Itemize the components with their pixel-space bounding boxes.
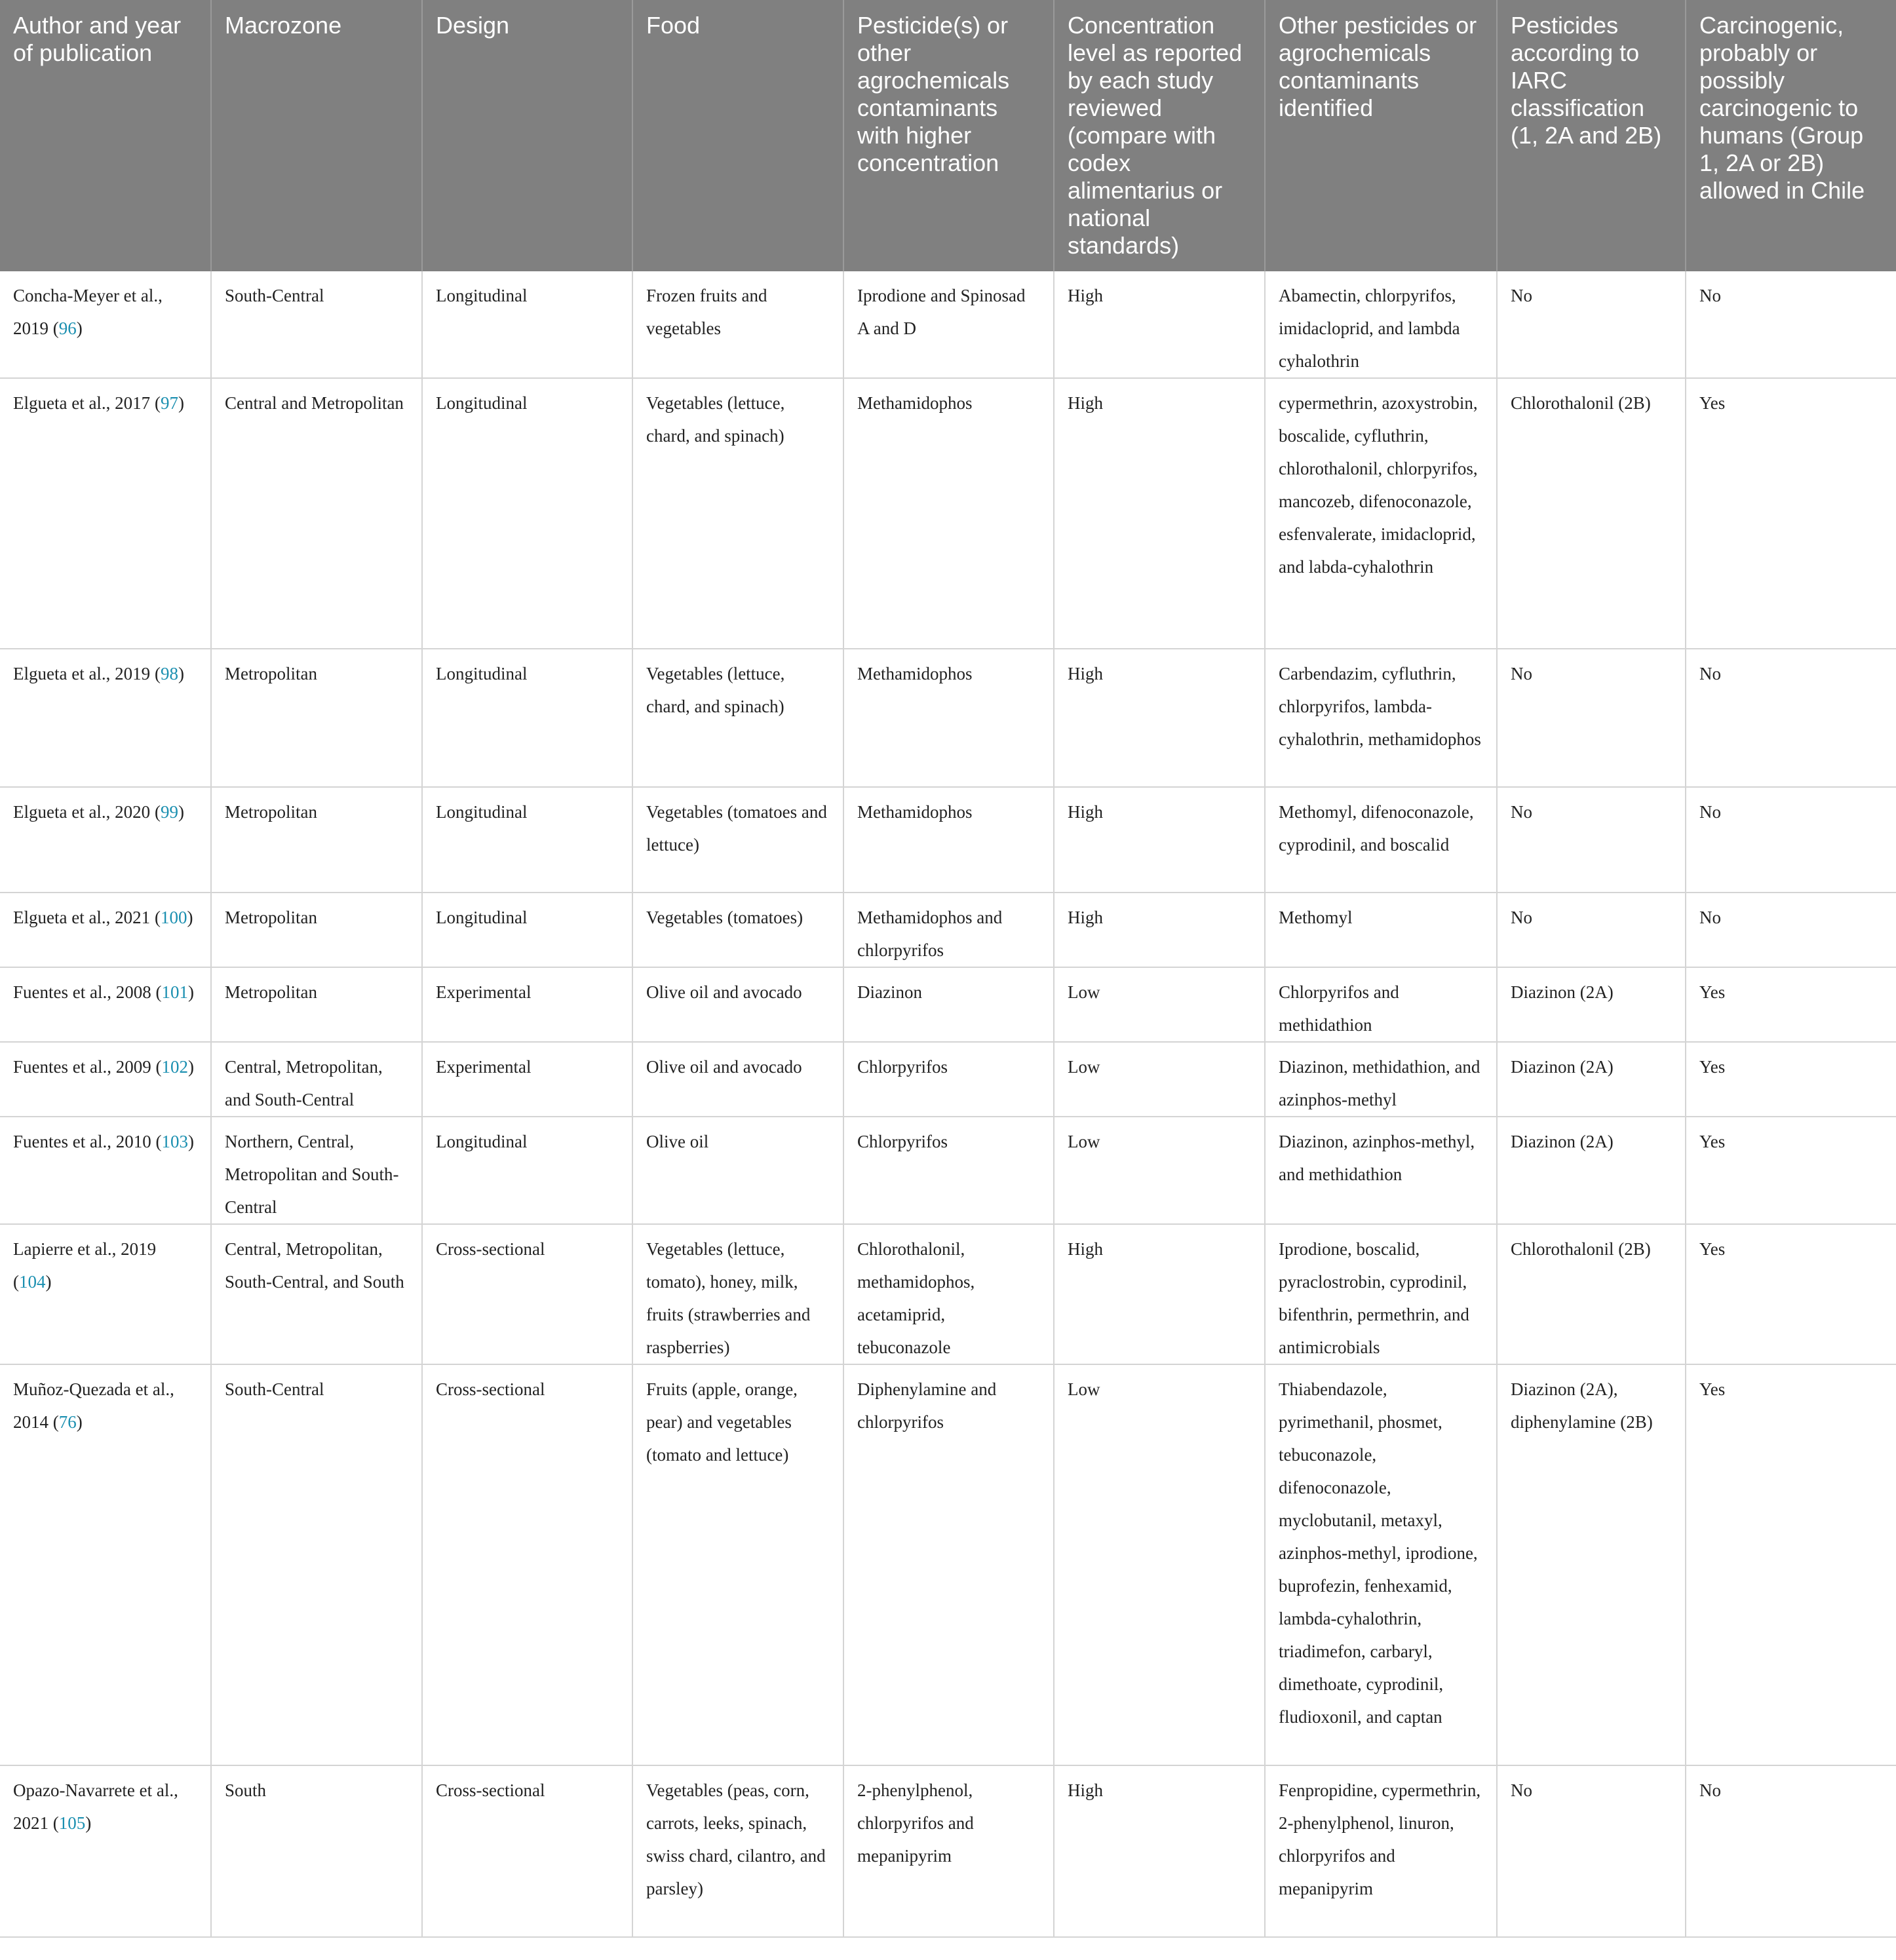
table-row [0,967,1896,1042]
cell-other: cypermethrin, azoxystrobin, boscalide, cyfluthrin, chlorothalonil, chlorpyrifos, mancozeb, difenoconazole, esfenvalerate, imidacloprid, and labda-cyhalothrin [1265,378,1497,649]
cell-macrozone: Central, Metropolitan, and South-Central [211,1042,422,1117]
cell-other: Diazinon, azinphos-methyl, and methidathion [1265,1117,1497,1224]
cell-level: High [1054,271,1265,378]
cell-design: Longitudinal [422,893,632,967]
cell-pesticide: Chlorpyrifos [843,1042,1054,1117]
header-row [0,0,1896,271]
reference-link[interactable]: 76 [58,1412,77,1432]
cell-iarc: No [1497,1765,1686,1937]
cell-author: Elgueta et al., 2020 (99) [0,787,211,893]
cell-pesticide: Chlorpyrifos [843,1117,1054,1224]
reference-link[interactable]: 104 [19,1272,46,1292]
cell-allowed: Yes [1686,1364,1896,1765]
cell-allowed: Yes [1686,378,1896,649]
cell-macrozone: Metropolitan [211,787,422,893]
cell-design: Cross-sectional [422,1765,632,1937]
cell-author: Elgueta et al., 2017 (97) [0,378,211,649]
header-other-pesticides: Other pesticides or agrochemicals contaminants identified [1265,0,1497,271]
cell-pesticide: Methamidophos and chlorpyrifos [843,893,1054,967]
reference-link[interactable]: 100 [160,908,187,927]
reference-link[interactable]: 105 [58,1813,86,1833]
reference-link[interactable]: 102 [161,1057,188,1077]
cell-design: Longitudinal [422,271,632,378]
cell-other: Fenpropidine, cypermethrin, 2-phenylphenol, linuron, chlorpyrifos and mepanipyrim [1265,1765,1497,1937]
cell-design: Longitudinal [422,649,632,787]
header-pesticide: Pesticide(s) or other agrochemicals contaminants with higher concentration [843,0,1054,271]
header-macrozone: Macrozone [211,0,422,271]
table-row [0,378,1896,649]
cell-allowed: No [1686,1765,1896,1937]
cell-food: Vegetables (tomatoes and lettuce) [632,787,843,893]
cell-author: Fuentes et al., 2010 (103) [0,1117,211,1224]
cell-iarc: Diazinon (2A), diphenylamine (2B) [1497,1364,1686,1765]
cell-macrozone: Central, Metropolitan, South-Central, and South [211,1224,422,1364]
cell-design: Longitudinal [422,1117,632,1224]
cell-author: Fuentes et al., 2008 (101) [0,967,211,1042]
cell-other: Methomyl [1265,893,1497,967]
table-row [0,1765,1896,1937]
author-text: Elgueta et al., 2017 [13,393,151,413]
cell-other: Methomyl, difenoconazole, cyprodinil, and boscalid [1265,787,1497,893]
cell-food: Olive oil [632,1117,843,1224]
cell-allowed: Yes [1686,1042,1896,1117]
header-allowed-chile: Carcinogenic, probably or possibly carcinogenic to humans (Group 1, 2A or 2B) allowed in Chile [1686,0,1896,271]
cell-macrozone: South-Central [211,1364,422,1765]
cell-allowed: No [1686,271,1896,378]
author-text: Muñoz-Quezada et al., 2014 [13,1379,174,1432]
author-text: Opazo-Navarrete et al., 2021 [13,1780,178,1833]
cell-level: High [1054,649,1265,787]
cell-pesticide: Iprodione and Spinosad A and D [843,271,1054,378]
table-row [0,1364,1896,1765]
cell-other: Iprodione, boscalid, pyraclostrobin, cyprodinil, bifenthrin, permethrin, and antimicrobials [1265,1224,1497,1364]
reference-link[interactable]: 96 [58,318,77,338]
cell-pesticide: Methamidophos [843,787,1054,893]
cell-allowed: Yes [1686,967,1896,1042]
reference-link[interactable]: 97 [160,393,178,413]
reference-link[interactable]: 101 [161,982,188,1002]
cell-design: Cross-sectional [422,1364,632,1765]
table-row [0,271,1896,378]
author-text: Fuentes et al., 2010 [13,1132,151,1151]
author-text: Elgueta et al., 2019 [13,664,151,683]
reference-link[interactable]: 99 [160,802,178,822]
cell-design: Cross-sectional [422,1224,632,1364]
author-text: Fuentes et al., 2009 [13,1057,151,1077]
cell-other: Abamectin, chlorpyrifos, imidacloprid, and lambda cyhalothrin [1265,271,1497,378]
cell-iarc: Diazinon (2A) [1497,967,1686,1042]
cell-food: Vegetables (lettuce, tomato), honey, milk, fruits (strawberries and raspberries) [632,1224,843,1364]
cell-design: Longitudinal [422,378,632,649]
header-food: Food [632,0,843,271]
cell-macrozone: Northern, Central, Metropolitan and South-Central [211,1117,422,1224]
cell-macrozone: South-Central [211,271,422,378]
cell-design: Experimental [422,1042,632,1117]
cell-level: High [1054,378,1265,649]
reference-link[interactable]: 98 [160,664,178,683]
cell-pesticide: 2-phenylphenol, chlorpyrifos and mepanipyrim [843,1765,1054,1937]
cell-iarc: Diazinon (2A) [1497,1117,1686,1224]
cell-allowed: No [1686,893,1896,967]
cell-author: Elgueta et al., 2021 (100) [0,893,211,967]
cell-iarc: No [1497,893,1686,967]
cell-other: Thiabendazole, pyrimethanil, phosmet, tebuconazole, difenoconazole, myclobutanil, metaxyl, azinphos-methyl, iprodione, buprofezin, fenhexamid, lambda-cyhalothrin, triadimefon, carbaryl, dimethoate, cyprodinil, fludioxonil, and captan [1265,1364,1497,1765]
cell-allowed: Yes [1686,1224,1896,1364]
cell-allowed: No [1686,649,1896,787]
cell-level: High [1054,787,1265,893]
cell-food: Vegetables (tomatoes) [632,893,843,967]
cell-design: Longitudinal [422,787,632,893]
cell-author: Elgueta et al., 2019 (98) [0,649,211,787]
table-row [0,1117,1896,1224]
cell-author: Fuentes et al., 2009 (102) [0,1042,211,1117]
cell-other: Carbendazim, cyfluthrin, chlorpyrifos, lambda-cyhalothrin, methamidophos [1265,649,1497,787]
cell-macrozone: Metropolitan [211,967,422,1042]
header-concentration-level: Concentration level as reported by each study reviewed (compare with codex alimentarius or national standards) [1054,0,1265,271]
cell-level: Low [1054,1364,1265,1765]
cell-author: Lapierre et al., 2019 (104) [0,1224,211,1364]
header-iarc: Pesticides according to IARC classification (1, 2A and 2B) [1497,0,1686,271]
cell-pesticide: Methamidophos [843,378,1054,649]
cell-macrozone: Central and Metropolitan [211,378,422,649]
cell-macrozone: Metropolitan [211,893,422,967]
cell-level: High [1054,893,1265,967]
author-text: Lapierre et al., 2019 [13,1239,157,1259]
author-text: Elgueta et al., 2021 [13,908,151,927]
cell-iarc: Diazinon (2A) [1497,1042,1686,1117]
cell-iarc: No [1497,271,1686,378]
table-row [0,893,1896,967]
header-design: Design [422,0,632,271]
author-text: Fuentes et al., 2008 [13,982,151,1002]
cell-food: Vegetables (peas, corn, carrots, leeks, spinach, swiss chard, cilantro, and parsley) [632,1765,843,1937]
cell-other: Diazinon, methidathion, and azinphos-methyl [1265,1042,1497,1117]
cell-design: Experimental [422,967,632,1042]
cell-food: Fruits (apple, orange, pear) and vegetables (tomato and lettuce) [632,1364,843,1765]
cell-level: Low [1054,1117,1265,1224]
table-body [0,271,1896,1937]
author-text: Elgueta et al., 2020 [13,802,151,822]
cell-food: Frozen fruits and vegetables [632,271,843,378]
cell-other: Chlorpyrifos and methidathion [1265,967,1497,1042]
cell-author: Muñoz-Quezada et al., 2014 (76) [0,1364,211,1765]
cell-author: Opazo-Navarrete et al., 2021 (105) [0,1765,211,1937]
table-header [0,0,1896,271]
reference-link[interactable]: 103 [161,1132,188,1151]
author-text: Concha-Meyer et al., 2019 [13,286,163,338]
table-row [0,649,1896,787]
cell-author: Concha-Meyer et al., 2019 (96) [0,271,211,378]
cell-level: High [1054,1224,1265,1364]
cell-iarc: Chlorothalonil (2B) [1497,1224,1686,1364]
cell-food: Vegetables (lettuce, chard, and spinach) [632,649,843,787]
cell-iarc: No [1497,649,1686,787]
cell-pesticide: Diazinon [843,967,1054,1042]
cell-level: High [1054,1765,1265,1937]
cell-allowed: No [1686,787,1896,893]
cell-pesticide: Methamidophos [843,649,1054,787]
cell-allowed: Yes [1686,1117,1896,1224]
table-row [0,787,1896,893]
cell-food: Olive oil and avocado [632,1042,843,1117]
cell-iarc: Chlorothalonil (2B) [1497,378,1686,649]
header-author: Author and year of publication [0,0,211,271]
cell-iarc: No [1497,787,1686,893]
cell-macrozone: South [211,1765,422,1937]
cell-pesticide: Diphenylamine and chlorpyrifos [843,1364,1054,1765]
cell-macrozone: Metropolitan [211,649,422,787]
table-row [0,1042,1896,1117]
cell-level: Low [1054,967,1265,1042]
table-row [0,1224,1896,1364]
cell-level: Low [1054,1042,1265,1117]
cell-pesticide: Chlorothalonil, methamidophos, acetamiprid, tebuconazole [843,1224,1054,1364]
cell-food: Vegetables (lettuce, chard, and spinach) [632,378,843,649]
cell-food: Olive oil and avocado [632,967,843,1042]
